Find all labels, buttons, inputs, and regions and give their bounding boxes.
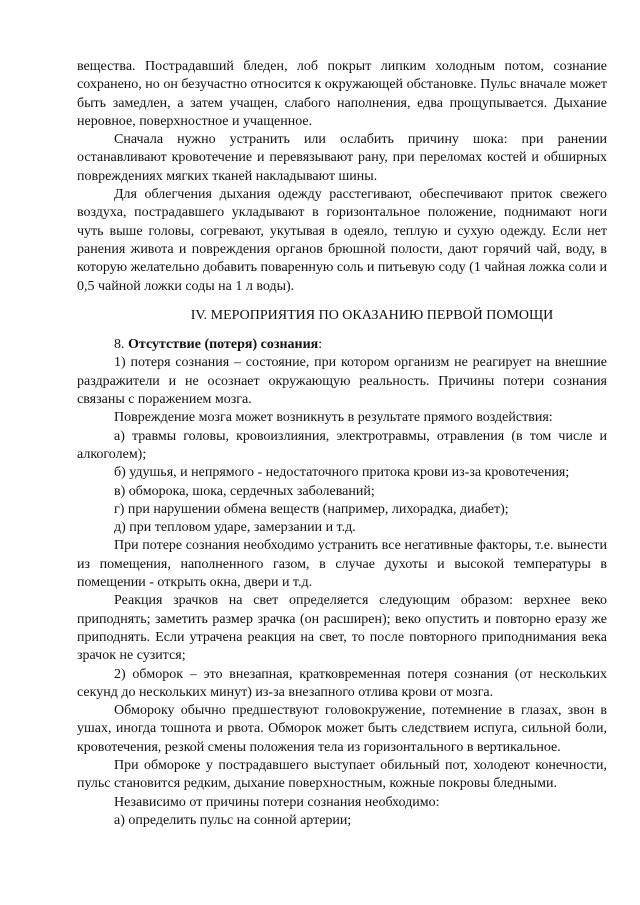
paragraph: 1) потеря сознания – состояние, при котором организм не реагирует на внешние раздражители и не осознает окружающую реальность. Причины потери сознания связаны с поражением мозга. bbox=[77, 355, 607, 408]
list-item: б) удушья, и непрямого - недостаточного притока крови из-за кровотечения; bbox=[114, 465, 570, 481]
paragraph: Для облегчения дыхания одежду расстегивают, обеспечивают приток свежего воздуха, пострадавшего укладывают в горизонтальное положение, поднимают ноги чуть выше головы, согревают, укутывая в одеяло, теплую и сухую одежду. Если нет ранения живота и повреждения органов брюшной полости, дают горячий чай, воду, в которую желательно добавить поваренную соль и питьевую соду (1 чайная ложка соли и 0,5 чайной ложки соды на 1 л воды). bbox=[77, 187, 607, 294]
paragraph: При обмороке у пострадавшего выступает обильный пот, холодеют конечности, пульс становится редким, дыхание поверхностным, кожные покровы бледными. bbox=[77, 757, 607, 792]
list-item: а) определить пульс на сонной артерии; bbox=[114, 812, 352, 828]
paragraph: При потере сознания необходимо устранить все негативные факторы, т.е. вынести из помещения, наполненного газом, в случае духоты и высокой температуры в помещении - открыть окна, двери и т.д. bbox=[77, 538, 607, 591]
paragraph: вещества. Пострадавший бледен, лоб покрыт липким холодным потом, сознание сохранено, но он безучастно относится к окружающей обстановке. Пульс вначале может быть замедлен, а затем учащен, слабого наполнения, едва прощупывается. Дыхание неровное, поверхностное и учащенное. bbox=[77, 59, 607, 129]
section-heading bbox=[77, 307, 607, 325]
paragraph: Повреждение мозга может возникнуть в результате прямого воздействия: bbox=[114, 410, 553, 426]
paragraph: Реакция зрачков на свет определяется следующим образом: верхнее веко приподнять; заметить размер зрачка (он расширен); веко опустить и повторно еразу же приподнять. Если утрачена реакция на свет, то после повторного приподнимания века зрачок не сузится; bbox=[77, 593, 607, 664]
paragraph: Сначала нужно устранить или ослабить причину шока: при ранении останавливают кровотечение и перевязывают рану, при переломах костей и обширных повреждениях мягких тканей накладывают шины. bbox=[77, 132, 607, 184]
list-item: в) обморока, шока, сердечных заболеваний; bbox=[114, 483, 375, 499]
subsection-title bbox=[77, 336, 607, 354]
list-item: а) травмы головы, кровоизлияния, электротравмы, отравления (в том числе и алкоголем); bbox=[77, 428, 607, 462]
subsection-number: 8. bbox=[114, 337, 128, 353]
list-item: г) при нарушении обмена веществ (например, лихорадка, диабет); bbox=[114, 501, 509, 517]
paragraph: Независимо от причины потери сознания необходимо: bbox=[114, 794, 440, 810]
paragraph: 2) обморок – это внезапная, кратковременная потеря сознания (от нескольких секунд до нескольких минут) из-за внезапного отлива крови от мозга. bbox=[77, 666, 607, 700]
paragraph: Обмороку обычно предшествуют головокружение, потемнение в глазах, звон в ушах, иногда тошнота и рвота. Обморок может быть следствием испуга, сильной боли, кровотечения, резкой смены положения тела из горизонтального в вертикальное. bbox=[77, 703, 607, 755]
subsection-title-text: Отсутствие (потеря) сознания bbox=[128, 337, 319, 353]
section-heading-text: IV. МЕРОПРИЯТИЯ ПО ОКАЗАНИЮ ПЕРВОЙ ПОМОЩИ bbox=[190, 307, 554, 323]
list-item: д) при тепловом ударе, замерзании и т.д. bbox=[114, 520, 356, 536]
subsection-colon: : bbox=[318, 337, 323, 353]
document-body bbox=[77, 58, 607, 830]
